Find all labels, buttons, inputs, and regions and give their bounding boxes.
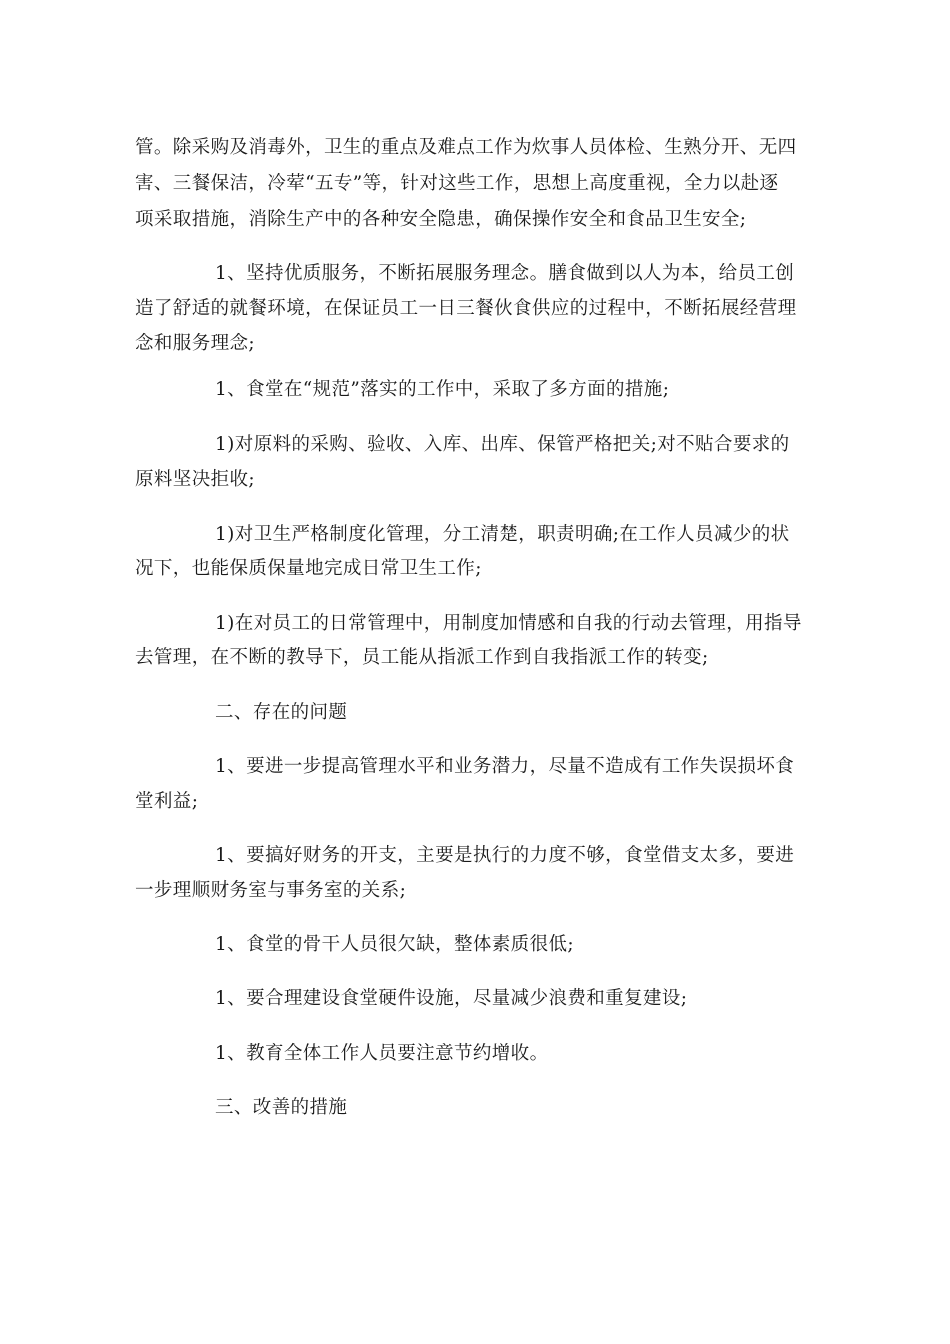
text-line: 堂利益; (135, 791, 199, 812)
text-line: 项采取措施，消除生产中的各种安全隐患，确保操作安全和食品卫生安全; (135, 209, 747, 230)
text-line: 1、要进一步提高管理水平和业务潜力，尽量不造成有工作失误损坏食 (215, 756, 795, 777)
text-line: 一步理顺财务室与事务室的关系; (135, 880, 407, 901)
text-line: 1)对卫生严格制度化管理，分工清楚，职责明确;在工作人员减少的状 (215, 524, 790, 545)
text-line: 1、食堂在“规范”落实的工作中，采取了多方面的措施; (215, 379, 670, 400)
text-line: 1)对原料的采购、验收、入库、出库、保管严格把关;对不贴合要求的 (215, 434, 790, 455)
text-line: 造了舒适的就餐环境，在保证员工一日三餐伙食供应的过程中，不断拓展经营理 (135, 298, 797, 319)
text-line: 1、要搞好财务的开支，主要是执行的力度不够，食堂借支太多，要进 (215, 845, 795, 866)
text-line: 1)在对员工的日常管理中，用制度加情感和自我的行动去管理，用指导 (215, 613, 802, 634)
section-heading: 二、存在的问题 (215, 702, 348, 723)
text-line: 念和服务理念; (135, 333, 256, 354)
section-heading: 三、改善的措施 (215, 1097, 348, 1118)
text-line: 原料坚决拒收; (135, 469, 256, 490)
text-line: 1、坚持优质服务，不断拓展服务理念。膳食做到以人为本，给员工创 (215, 263, 795, 284)
text-line: 1、教育全体工作人员要注意节约增收。 (215, 1043, 549, 1064)
text-line: 管。除采购及消毒外，卫生的重点及难点工作为炊事人员体检、生熟分开、无四 (135, 137, 797, 158)
text-line: 1、食堂的骨干人员很欠缺，整体素质很低; (215, 934, 575, 955)
text-line: 况下，也能保质保量地完成日常卫生工作; (135, 558, 482, 579)
text-line: 害、三餐保洁，冷荤“五专”等，针对这些工作，思想上高度重视，全力以赴逐 (135, 173, 779, 194)
text-line: 去管理，在不断的教导下，员工能从指派工作到自我指派工作的转变; (135, 647, 709, 668)
text-line: 1、要合理建设食堂硬件设施，尽量减少浪费和重复建设; (215, 988, 688, 1009)
